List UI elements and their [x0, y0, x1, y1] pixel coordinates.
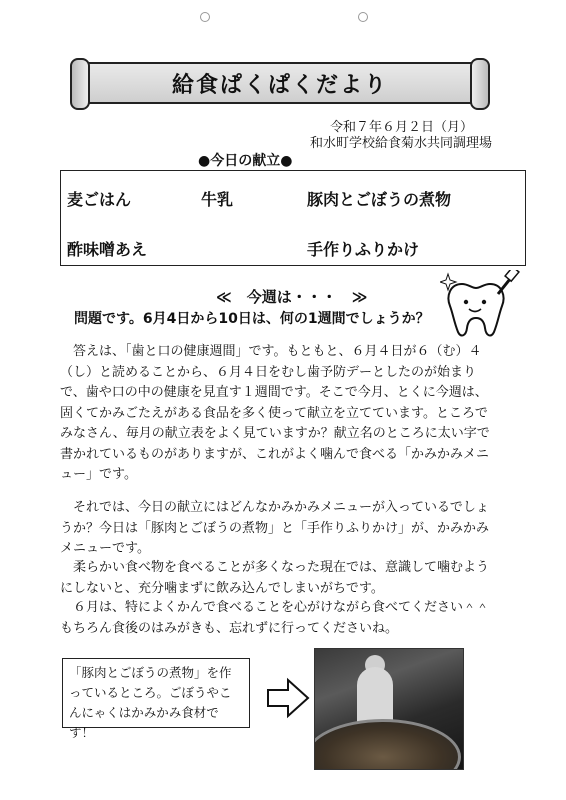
kitchen-name: 和水町学校給食菊水共同調理場: [310, 136, 493, 151]
binder-hole: [358, 12, 368, 22]
tooth-brush-icon: [440, 270, 520, 340]
menu-item-rice: 麦ごはん: [67, 190, 132, 209]
menu-heading: ●今日の献立●: [198, 153, 293, 169]
photo-worker: [357, 667, 393, 727]
binder-holes: [0, 6, 566, 26]
photo-cooking-pot: [314, 719, 461, 770]
binder-hole: [200, 12, 210, 22]
week-heading: ≪ 今週は・・・ ≫: [216, 288, 368, 306]
cooking-photo: [314, 648, 464, 770]
issue-date: 令和７年６月２日（月）: [330, 120, 474, 135]
title-banner: [70, 58, 490, 106]
question-text: 問題です。6月4日から10日は、何の1週間でしょうか？: [74, 311, 430, 327]
menu-item-sumiso: 酢味噌あえ: [67, 240, 148, 259]
menu-item-furikake: 手作りふりかけ: [307, 240, 420, 259]
menu-box: [60, 170, 526, 266]
page-title: 給食ぱくぱくだより: [171, 73, 388, 98]
menu-item-nimono: 豚肉とごぼうの煮物: [307, 190, 452, 209]
body-paragraph-3: 柔らかい食べ物を食べることが多くなった現在では、意識して噛むようにしないと、充分噛まずに飲み込んでしまいがちです。: [60, 560, 490, 596]
body-paragraph-2: それでは、今日の献立にはどんなかみかみメニューが入っているでしょうか？今日は「豚肉とごぼうの煮物」と「手作りふりかけ」が、かみかみメニューです。: [60, 500, 490, 556]
right-arrow-icon: [266, 676, 310, 720]
photo-caption: 「豚肉とごぼうの煮物」を作っているところ。ごぼうやこんにゃくはかみかみ食材です！: [62, 658, 250, 728]
body-paragraph-4: ６月は、特によくかんで食べることを心がけながら食べてください＾＾もちろん食後のはみがきも、忘れずに行ってくださいね。: [60, 600, 490, 636]
menu-item-milk: 牛乳: [201, 190, 234, 209]
body-paragraph-1: 答えは、「歯と口の健康週間」です。もともと、６月４日が６（む）４（し）と読めることから、６月４日をむし歯予防デーとしたのが始まりで、歯や口の中の健康を見直す１週間です。そこで今月、とくに今週は、固くてかみごたえがある食品を多く使って献立を立てています。ところでみなさん、毎月の献立表をよく見ていますか？献立名のところに太い字で書かれているものがありますが、これがよく噛んで食べる「かみかみメニュー」です。: [60, 344, 490, 482]
